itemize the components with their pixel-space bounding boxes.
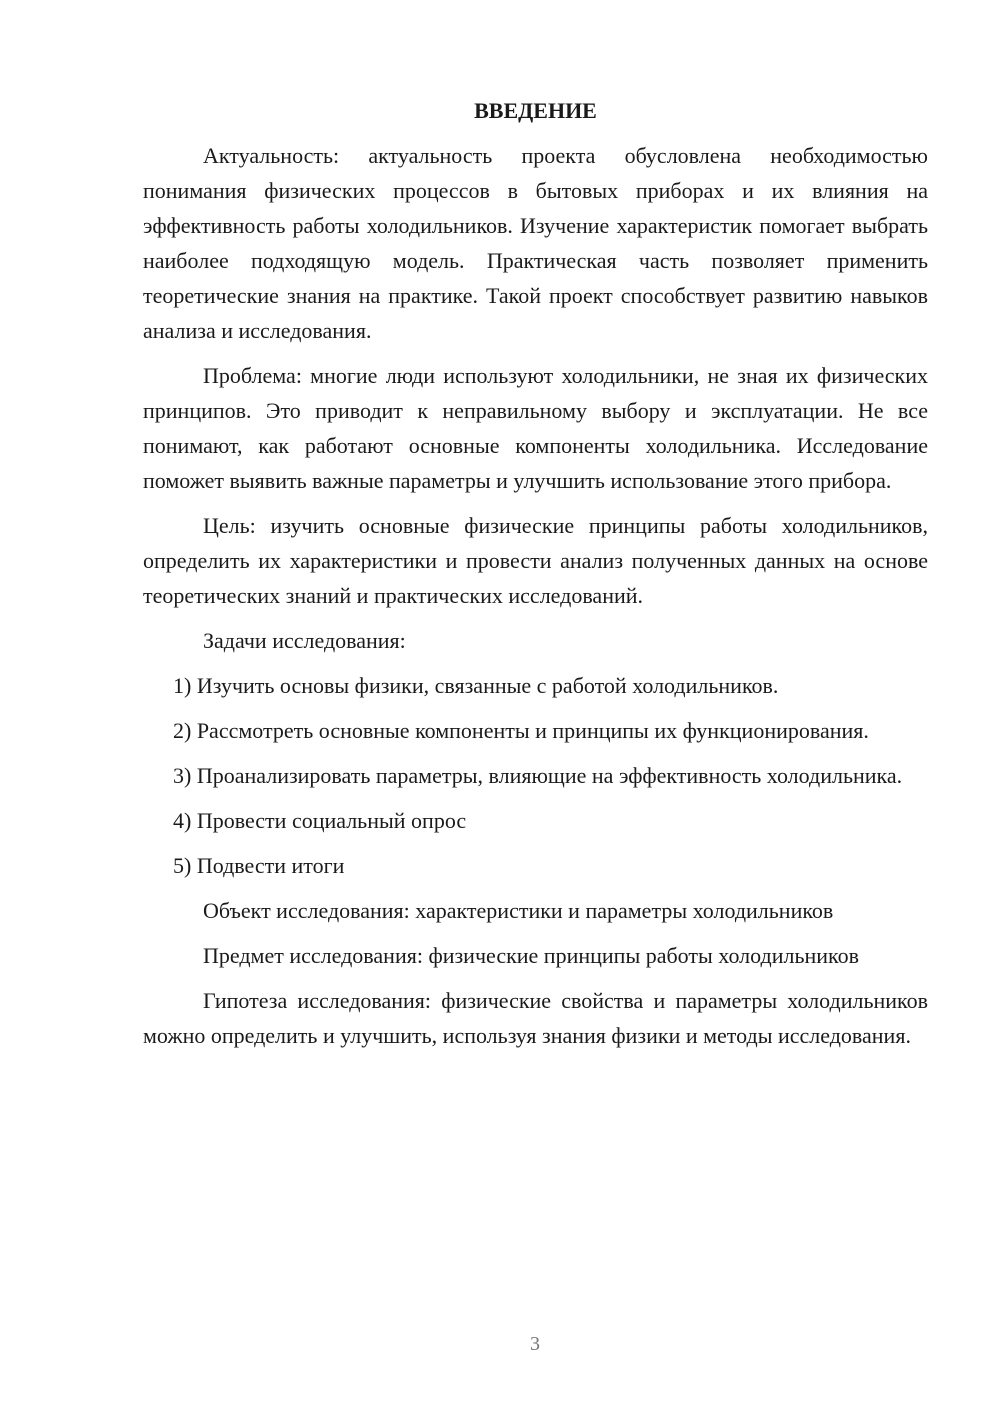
task-item-3: 3) Проанализировать параметры, влияющие на эффективность холодильника.: [173, 763, 903, 788]
paragraph-goal: Цель: изучить основные физические принципы работы холодильников, определить их характеристики и провести анализ полученных данных на основе теоретических знаний и практических исследований.: [143, 513, 928, 608]
paragraph-relevance: Актуальность: актуальность проекта обусловлена необходимостью понимания физических процессов в бытовых приборах и их влияния на эффективность работы холодильников. Изучение характеристик помогает выбрать наиболее подходящую модель. Практическая часть позволяет применить теоретические знания на практике. Такой проект способствует развитию навыков анализа и исследования.: [143, 143, 928, 343]
document-page: [143, 94, 928, 1063]
task-item-1: 1) Изучить основы физики, связанные с работой холодильников.: [173, 673, 779, 698]
paragraph-hypothesis: Гипотеза исследования: физические свойства и параметры холодильников можно определить и улучшить, используя знания физики и методы исследования.: [143, 988, 928, 1048]
paragraph-object: Объект исследования: характеристики и параметры холодильников: [203, 898, 834, 923]
paragraph-problem: Проблема: многие люди используют холодильники, не зная их физических принципов. Это приводит к неправильному выбору и эксплуатации. Не все понимают, как работают основные компоненты холодильника. Исследование поможет выявить важные параметры и улучшить использование этого прибора.: [143, 363, 928, 493]
task-item-4: 4) Провести социальный опрос: [173, 808, 467, 833]
section-title: ВВЕДЕНИЕ: [474, 98, 597, 123]
task-item-2: 2) Рассмотреть основные компоненты и принципы их функционирования.: [173, 718, 869, 743]
paragraph-tasks-heading: Задачи исследования:: [203, 628, 406, 653]
paragraph-subject: Предмет исследования: физические принципы работы холодильников: [203, 943, 859, 968]
task-item-5: 5) Подвести итоги: [173, 853, 345, 878]
page-number: 3: [530, 1333, 540, 1355]
